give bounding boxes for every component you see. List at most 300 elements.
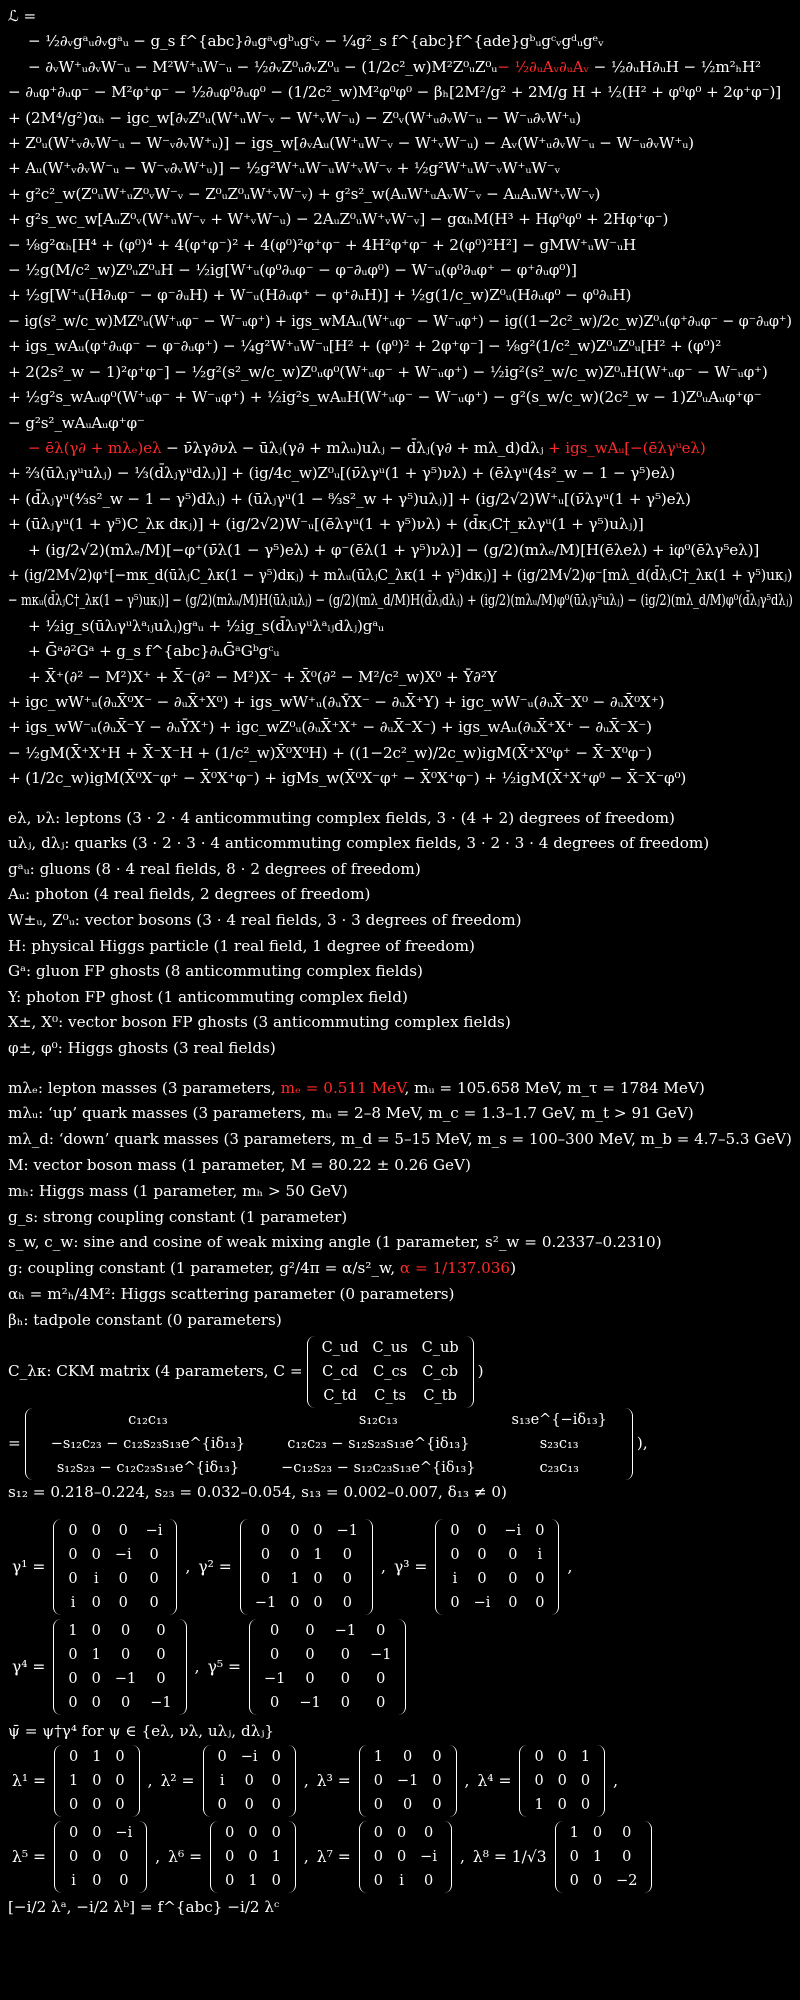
matrix-cell: 0 <box>403 1797 413 1814</box>
matrix-cell: 0 <box>120 1695 131 1712</box>
lagrangian-term: + (2M⁴/g²)αₕ − igc_w[∂ᵥZ⁰ᵤ(W⁺ᵤW⁻ᵥ − W⁺ᵥW⁻ᵤ) − Z⁰ᵥ(W⁺ᵤ∂ᵥW⁻ᵤ − W⁻ᵤ∂ᵥW⁺ᵤ) <box>8 108 582 127</box>
matrix-cell: 0 <box>432 1797 442 1814</box>
matrix-cell: i <box>399 1873 404 1890</box>
matrix-cell: 0 <box>373 1873 383 1890</box>
matrix-cell: 0 <box>217 1797 227 1814</box>
matrix-cell: 0 <box>271 1873 281 1890</box>
matrix-cell: 0 <box>271 1749 281 1766</box>
separator: , <box>155 1848 161 1867</box>
gamma-row-2 <box>8 1619 792 1715</box>
matrix-cell: 0 <box>149 1571 159 1588</box>
field-description: Aᵤ: photon (4 real fields, 2 degrees of freedom) <box>8 885 371 904</box>
parameter-description <box>8 1127 792 1153</box>
lagrangian-line <box>8 258 792 283</box>
matrix-cell: 0 <box>91 1695 101 1712</box>
lagrangian-term: + (1/2c_w)igM(X̄⁰X⁻φ⁺ − X̄⁰X⁺φ⁻) + igMs_w(X̄⁰X⁻φ⁺ − X̄⁰X⁺φ⁻) + ½igM(X̄⁺X⁺φ⁰ − X̄⁻X⁻φ⁰) <box>8 769 687 788</box>
matrix-cell: 0 <box>376 1623 386 1640</box>
matrix-cell: 0 <box>373 1849 383 1866</box>
parameter-description <box>8 1308 792 1334</box>
lambda-4-matrix <box>519 1745 605 1817</box>
matrix-cell: 0 <box>225 1873 235 1890</box>
lagrangian-term: + ½ig_s(ūλᵢγᵘλᵃᵢⱼuλⱼ)gᵃᵤ + ½ig_s(d̄λᵢγᵘλᵃᵢⱼdλⱼ)gᵃᵤ <box>28 616 384 635</box>
matrix-cell: 0 <box>373 1825 383 1842</box>
matrix-cell: 0 <box>91 1671 101 1688</box>
matrix-cell: 0 <box>91 1595 101 1612</box>
matrix-cell: 0 <box>149 1595 159 1612</box>
matrix-cell: 0 <box>557 1749 567 1766</box>
matrix-cell: 0 <box>313 1571 323 1588</box>
matrix-cell: 0 <box>423 1873 434 1890</box>
parameter-text: , mᵤ = 105.658 MeV, m_τ = 1784 MeV) <box>404 1078 705 1097</box>
parameter-description <box>8 1282 792 1308</box>
lagrangian-term: ℒ = <box>8 7 37 25</box>
matrix-cell: 0 <box>225 1849 235 1866</box>
lagrangian-term: − mκᵤ(d̄λⱼC†_λκ(1 − γ⁵)uκⱼ)] − (g/2)(mλᵤ/M)H(ūλⱼuλⱼ) − (g/2)(mλ_d/M)H(d̄λⱼdλⱼ) + (ig/2)(mλᵤ/M)φ⁰(ūλⱼγ⁵uλⱼ) − (ig/2)(mλ_d/M)φ⁰(d̄λⱼγ⁵dλⱼ) <box>8 591 793 610</box>
lagrangian-term: − ⅛g²αₕ[H⁴ + (φ⁰)⁴ + 4(φ⁺φ⁻)² + 4(φ⁰)²φ⁺φ⁻ + 4H²φ⁺φ⁻ + 2(φ⁰)²H²] − gMW⁺ᵤW⁻ᵤH <box>8 235 637 254</box>
parameter-text: M: vector boson mass (1 parameter, M = 80.22 ± 0.26 GeV) <box>8 1155 471 1174</box>
matrix-cell: 0 <box>260 1547 271 1564</box>
matrix-cell: 1 <box>91 1647 101 1664</box>
ckm-cell: C_td <box>323 1387 357 1404</box>
lagrangian-term: + g²s_wc_w[AᵤZ⁰ᵥ(W⁺ᵤW⁻ᵥ + W⁺ᵥW⁻ᵤ) − 2AᵤZ⁰ᵤW⁺ᵥW⁻ᵥ] − gαₕM(H³ + Hφ⁰φ⁰ + 2Hφ⁺φ⁻) <box>8 210 669 229</box>
matrix-cell: 0 <box>225 1825 235 1842</box>
separator: , <box>194 1658 200 1677</box>
ckm-label: C_λκ: CKM matrix (4 parameters, C = <box>8 1361 303 1380</box>
matrix-cell: 0 <box>149 1547 159 1564</box>
field-list <box>8 806 792 1062</box>
field-description: Gᵃ: gluon FP ghosts (8 anticommuting complex fields) <box>8 962 423 981</box>
matrix-cell: 0 <box>396 1849 407 1866</box>
lagrangian-term: − ν̄λγ∂νλ − ūλⱼ(γ∂ + mλᵤ)uλⱼ − d̄λⱼ(γ∂ + mλ_d)dλⱼ <box>161 438 549 457</box>
matrix-cell: 0 <box>592 1873 603 1890</box>
matrix-cell: 0 <box>92 1773 102 1790</box>
matrix-cell: 0 <box>450 1595 460 1612</box>
separator: , <box>147 1772 153 1791</box>
matrix-cell: −1 <box>370 1647 392 1664</box>
lagrangian-term: − g²s²_wAᵤAᵤφ⁺φ⁻ <box>8 413 145 432</box>
parameter-text: mλ_d: ‘down’ quark masses (3 parameters, m_d = 5–15 MeV, m_s = 100–300 MeV, m_b = 4.7–5.3 GeV) <box>8 1130 792 1149</box>
matrix-cell: −i <box>115 1825 133 1842</box>
matrix-cell: −i <box>114 1547 132 1564</box>
lambda-7 <box>313 1821 469 1893</box>
matrix-cell: 0 <box>119 1849 129 1866</box>
parameter-description <box>8 1230 792 1256</box>
matrix-cell: 1 <box>248 1873 258 1890</box>
matrix-cell: 0 <box>68 1797 79 1814</box>
lagrangian-line <box>8 55 792 80</box>
matrix-cell: 0 <box>115 1773 125 1790</box>
matrix-cell: i <box>70 1595 76 1612</box>
matrix-cell: 0 <box>477 1571 487 1588</box>
matrix-cell: 0 <box>68 1849 79 1866</box>
separator: , <box>464 1772 470 1791</box>
lagrangian-term: + (ig/2M√2)φ⁺[−mκ_d(ūλⱼC_λκ(1 − γ⁵)dκⱼ) + mλᵤ(ūλⱼC_λκ(1 + γ⁵)dκⱼ)] + (ig/2M√2)φ⁻[mλ_d(d̄λⱼC†_λκ(1 + γ⁵)uκⱼ) <box>8 565 793 584</box>
matrix-cell: −i <box>420 1849 437 1866</box>
lagrangian-term: + ½g²s_wAᵤφ⁰(W⁺ᵤφ⁻ + W⁻ᵤφ⁺) + ½ig²s_wAᵤH(W⁺ᵤφ⁻ − W⁻ᵤφ⁺) − g²(s_w/c_w)(2c²_w − 1)Z⁰ᵤAᵤφ⁺φ⁻ <box>8 388 762 407</box>
matrix-cell: −i <box>473 1595 491 1612</box>
ckm-definition <box>8 1336 792 1408</box>
lagrangian-line <box>8 80 792 105</box>
matrix-cell: 0 <box>373 1773 383 1790</box>
parameter-text: mλᵤ: ‘up’ quark masses (3 parameters, mᵤ = 2–8 MeV, m_c = 1.3–1.7 GeV, m_t > 91 GeV) <box>8 1104 694 1123</box>
parameter-description <box>8 1179 792 1205</box>
lagrangian-term: + igc_wW⁺ᵤ(∂ᵤX̄⁰X⁻ − ∂ᵤX̄⁺X⁰) + igs_wW⁺ᵤ(∂ᵤȲX⁻ − ∂ᵤX̄⁺Y) + igc_wW⁻ᵤ(∂ᵤX̄⁻X⁰ − ∂ᵤX̄⁰X⁺) <box>8 692 665 711</box>
matrix-cell: 0 <box>115 1749 125 1766</box>
gamma-4-matrix <box>53 1619 186 1715</box>
ckm-cell: −s₁₂c₂₃ − c₁₂s₂₃s₁₃e^{iδ₁₃} <box>50 1435 246 1452</box>
field-description: eλ, νλ: leptons (3 · 2 · 4 anticommuting complex fields, 3 · (4 + 2) degrees of freedom) <box>8 808 675 827</box>
matrix-cell: i <box>537 1547 543 1564</box>
gamma-1-label: γ¹ = <box>12 1558 46 1577</box>
matrix-cell: 1 <box>592 1849 603 1866</box>
lagrangian-line <box>8 233 792 258</box>
matrix-cell: 0 <box>260 1523 271 1540</box>
matrix-cell: 0 <box>508 1595 518 1612</box>
matrix-cell: 0 <box>68 1571 78 1588</box>
matrix-cell: 0 <box>622 1849 632 1866</box>
ckm-equals: = <box>8 1433 21 1452</box>
lambda-8-label: λ⁸ = 1/√3 <box>472 1848 547 1867</box>
gellmann-row-2 <box>8 1821 792 1893</box>
matrix-cell: 1 <box>290 1571 300 1588</box>
matrix-cell: 0 <box>271 1825 281 1842</box>
matrix-cell: −1 <box>150 1695 172 1712</box>
lagrangian-line <box>8 563 793 588</box>
lagrangian-line <box>8 461 792 486</box>
ckm-cell: s₁₃e^{−iδ₁₃} <box>511 1411 607 1428</box>
gamma-4-label: γ⁴ = <box>12 1658 46 1677</box>
lagrangian-line <box>8 639 792 664</box>
matrix-cell: 0 <box>535 1571 545 1588</box>
field-description: φ±, φ⁰: Higgs ghosts (3 real fields) <box>8 1038 276 1057</box>
matrix-cell: 0 <box>290 1595 300 1612</box>
matrix-cell: 0 <box>270 1647 280 1664</box>
matrix-cell: −1 <box>263 1671 286 1688</box>
lagrangian-line <box>8 334 792 359</box>
ckm-symbolic-matrix <box>307 1336 474 1408</box>
matrix-cell: 0 <box>92 1797 102 1814</box>
matrix-cell: 0 <box>342 1547 352 1564</box>
field-description: H: physical Higgs particle (1 real field, 1 degree of freedom) <box>8 936 475 955</box>
gamma-1-matrix <box>53 1519 177 1615</box>
lambda-5 <box>8 1821 164 1893</box>
lagrangian-line <box>8 538 792 563</box>
lagrangian-line <box>8 665 792 690</box>
parameter-description <box>8 1256 792 1282</box>
matrix-cell: 0 <box>376 1671 386 1688</box>
matrix-cell: 0 <box>92 1849 102 1866</box>
gamma-4 <box>8 1619 204 1715</box>
matrix-cell: 0 <box>534 1773 544 1790</box>
highlighted-term: + igs_wAᵤ[−(ēλγᵘeλ) <box>548 438 706 457</box>
matrix-cell: 0 <box>508 1571 518 1588</box>
gellmann-row-1 <box>8 1745 792 1817</box>
ckm-cell: s₁₂s₂₃ − c₁₂c₂₃s₁₃e^{iδ₁₃} <box>56 1459 240 1476</box>
psibar-definition: ψ̄ = ψ†γ⁴ for ψ ∈ {eλ, νλ, uλⱼ, dλⱼ} <box>8 1722 274 1741</box>
parameter-list <box>8 1076 792 1334</box>
matrix-cell: 1 <box>68 1773 79 1790</box>
ckm-cell: c₂₃c₁₃ <box>539 1459 579 1476</box>
matrix-cell: 0 <box>118 1595 128 1612</box>
matrix-cell: 0 <box>118 1523 128 1540</box>
matrix-cell: 0 <box>342 1571 352 1588</box>
matrix-cell: 0 <box>477 1523 487 1540</box>
lambda-2 <box>157 1745 313 1817</box>
lagrangian-term: + (ūλⱼγᵘ(1 + γ⁵)C_λκ dκⱼ)] + (ig/2√2)W⁻ᵤ[(ēλγᵘ(1 + γ⁵)νλ) + (d̄κⱼC†_κλγᵘ(1 + γ⁵)uλⱼ)] <box>8 515 644 534</box>
matrix-cell: 0 <box>432 1773 442 1790</box>
matrix-cell: i <box>93 1571 99 1588</box>
lambda-2-matrix <box>203 1745 296 1817</box>
field-description: uλⱼ, dλⱼ: quarks (3 · 2 · 3 · 4 anticommuting complex fields, 3 · 2 · 3 · 4 degrees of freedom) <box>8 834 710 853</box>
matrix-cell: 0 <box>535 1595 545 1612</box>
matrix-cell: −1 <box>334 1623 357 1640</box>
parameter-description <box>8 1076 792 1102</box>
matrix-cell: 1 <box>580 1749 591 1766</box>
parameter-description <box>8 1205 792 1231</box>
lagrangian-line <box>8 360 792 385</box>
matrix-cell: 0 <box>118 1571 128 1588</box>
ckm-cell: c₁₂c₁₃ <box>128 1411 168 1428</box>
parameter-text: αₕ = m²ₕ/4M²: Higgs scattering parameter (0 parameters) <box>8 1284 455 1303</box>
ckm-cell: C_ub <box>421 1339 459 1356</box>
matrix-cell: 0 <box>156 1671 166 1688</box>
lagrangian-term: − ∂ᵤφ⁺∂ᵤφ⁻ − M²φ⁺φ⁻ − ½∂ᵤφ⁰∂ᵤφ⁰ − (1/2c²_w)M²φ⁰φ⁰ − βₕ[2M²/g² + 2M/g H + ½(H² + φ⁰φ⁰ + 2φ⁺φ⁻)] <box>8 83 781 102</box>
parameter-text: βₕ: tadpole constant (0 parameters) <box>8 1310 282 1329</box>
matrix-cell: 0 <box>534 1749 544 1766</box>
matrix-cell: −1 <box>336 1523 359 1540</box>
lagrangian-term: + Ḡᵃ∂²Gᵃ + g_s f^{abc}∂ᵤḠᵃGᵇgᶜᵤ <box>28 642 280 661</box>
matrix-cell: 1 <box>534 1797 544 1814</box>
matrix-cell: 0 <box>340 1647 351 1664</box>
lambda-1-label: λ¹ = <box>12 1772 46 1791</box>
lagrangian-block <box>8 4 792 792</box>
matrix-cell: i <box>219 1773 225 1790</box>
lagrangian-line <box>8 385 792 410</box>
separator: , <box>303 1772 309 1791</box>
matrix-cell: 0 <box>535 1523 545 1540</box>
lagrangian-term: − ½gM(X̄⁺X⁺H + X̄⁻X⁻H + (1/c²_w)X̄⁰X⁰H) + ((1−2c²_w)/2c_w)igM(X̄⁺X⁰φ⁺ − X̄⁻X⁰φ⁻) <box>8 743 652 762</box>
matrix-cell: 1 <box>92 1749 102 1766</box>
matrix-cell: 0 <box>305 1647 315 1664</box>
ckm-cell: s₁₂c₁₃ <box>358 1411 398 1428</box>
lambda-1 <box>8 1745 157 1817</box>
matrix-cell: 0 <box>120 1647 131 1664</box>
lambda-8-matrix <box>555 1821 653 1893</box>
matrix-cell: 0 <box>68 1547 78 1564</box>
matrix-cell: 0 <box>342 1595 352 1612</box>
lambda-3-matrix <box>359 1745 457 1817</box>
matrix-cell: 0 <box>580 1797 591 1814</box>
lagrangian-term: + ½g[W⁺ᵤ(H∂ᵤφ⁻ − φ⁻∂ᵤH) + W⁻ᵤ(H∂ᵤφ⁺ − φ⁺∂ᵤH)] + ½g(1/c_w)Z⁰ᵤ(H∂ᵤφ⁰ − φ⁰∂ᵤH) <box>8 286 632 305</box>
lagrangian-term: − ½∂ᵤH∂ᵤH − ½m²ₕH² <box>588 57 761 76</box>
ckm-cell: C_ud <box>321 1339 359 1356</box>
matrix-cell: 0 <box>115 1797 125 1814</box>
matrix-cell: 0 <box>557 1797 567 1814</box>
lagrangian-line <box>8 182 792 207</box>
lagrangian-line <box>8 690 792 715</box>
highlighted-value: α = 1/137.036 <box>399 1259 511 1278</box>
matrix-cell: 0 <box>622 1825 632 1842</box>
matrix-cell: −i <box>240 1749 258 1766</box>
lagrangian-term: + igs_wAᵤ(φ⁺∂ᵤφ⁻ − φ⁻∂ᵤφ⁺) − ¼g²W⁺ᵤW⁻ᵤ[H² + (φ⁰)² + 2φ⁺φ⁻] − ⅛g²(1/c²_w)Z⁰ᵤZ⁰ᵤ[H² + (φ⁰)² <box>8 337 722 356</box>
gamma-2-label: γ² = <box>198 1558 232 1577</box>
lambda-5-label: λ⁵ = <box>12 1848 46 1867</box>
lambda-8 <box>469 1821 657 1893</box>
gamma-1 <box>8 1519 194 1615</box>
field-description: X±, X⁰: vector boson FP ghosts (3 anticommuting complex fields) <box>8 1013 511 1032</box>
separator: , <box>613 1772 619 1791</box>
matrix-cell: 0 <box>305 1671 315 1688</box>
parameter-text: g: coupling constant (1 parameter, g²/4π = α/s²_w, <box>8 1259 400 1278</box>
matrix-cell: 0 <box>68 1825 79 1842</box>
lagrangian-term: + X̄⁺(∂² − M²)X⁺ + X̄⁻(∂² − M²)X⁻ + X̄⁰(∂² − M²/c²_w)X⁰ + Ȳ∂²Y <box>28 667 497 686</box>
separator: , <box>303 1848 309 1867</box>
matrix-cell: 0 <box>260 1571 271 1588</box>
matrix-cell: −1 <box>254 1595 277 1612</box>
gamma-2-matrix <box>240 1519 373 1615</box>
ckm-values: s₁₂ = 0.218–0.224, s₂₃ = 0.032–0.054, s₁₃ = 0.002–0.007, δ₁₃ ≠ 0) <box>8 1482 507 1501</box>
lagrangian-term: − ig(s²_w/c_w)MZ⁰ᵤ(W⁺ᵤφ⁻ − W⁻ᵤφ⁺) + igs_wMAᵤ(W⁺ᵤφ⁻ − W⁻ᵤφ⁺) − ig((1−2c²_w)/2c_w)Z⁰ᵤ(φ⁺∂ᵤφ⁻ − φ⁻∂ᵤφ⁺) <box>8 311 792 330</box>
matrix-cell: 0 <box>290 1523 300 1540</box>
matrix-cell: 0 <box>119 1873 129 1890</box>
matrix-cell: 0 <box>305 1623 315 1640</box>
matrix-cell: 0 <box>557 1773 567 1790</box>
matrix-cell: 0 <box>244 1797 254 1814</box>
lagrangian-line <box>8 512 792 537</box>
lagrangian-line <box>8 411 792 436</box>
matrix-cell: 0 <box>68 1523 78 1540</box>
matrix-cell: 0 <box>376 1695 386 1712</box>
lambda-6 <box>164 1821 313 1893</box>
parameter-description <box>8 1153 792 1179</box>
ckm-cell: C_tb <box>423 1387 457 1404</box>
lagrangian-term: + igs_wW⁻ᵤ(∂ᵤX̄⁻Y − ∂ᵤȲX⁺) + igc_wZ⁰ᵤ(∂ᵤX̄⁺X⁺ − ∂ᵤX̄⁻X⁻) + igs_wAᵤ(∂ᵤX̄⁺X⁺ − ∂ᵤX̄⁻X⁻) <box>8 718 652 737</box>
parameter-description <box>8 1101 792 1127</box>
field-description: W±ᵤ, Z⁰ᵤ: vector bosons (3 · 4 real fields, 3 · 3 degrees of freedom) <box>8 910 522 929</box>
matrix-cell: 0 <box>92 1825 102 1842</box>
parameter-text: mλₑ: lepton masses (3 parameters, <box>8 1078 281 1097</box>
matrix-cell: 0 <box>248 1849 258 1866</box>
lagrangian-term: + g²c²_w(Z⁰ᵤW⁺ᵤZ⁰ᵥW⁻ᵥ − Z⁰ᵤZ⁰ᵤW⁺ᵥW⁻ᵥ) + g²s²_w(AᵤW⁺ᵤAᵥW⁻ᵥ − AᵤAᵤW⁺ᵥW⁻ᵥ) <box>8 184 601 203</box>
matrix-cell: 0 <box>403 1749 413 1766</box>
matrix-cell: 0 <box>432 1749 442 1766</box>
commutator-relation: [−i/2 λᵃ, −i/2 λᵇ] = f^{abc} −i/2 λᶜ <box>8 1898 280 1917</box>
matrix-cell: 0 <box>120 1623 131 1640</box>
matrix-cell: 0 <box>68 1695 78 1712</box>
matrix-cell: 1 <box>271 1849 281 1866</box>
matrix-cell: i <box>71 1873 76 1890</box>
matrix-cell: 0 <box>92 1873 102 1890</box>
separator: , <box>185 1558 191 1577</box>
lambda-1-matrix <box>54 1745 140 1817</box>
matrix-cell: 0 <box>68 1749 79 1766</box>
lagrangian-line <box>8 766 792 791</box>
matrix-cell: 0 <box>592 1825 603 1842</box>
matrix-cell: 0 <box>248 1825 258 1842</box>
highlighted-value: mₑ = 0.511 MeV <box>280 1078 405 1097</box>
matrix-cell: 0 <box>271 1773 281 1790</box>
lagrangian-line <box>8 715 792 740</box>
ckm-tail: ), <box>636 1433 648 1452</box>
field-description: gᵃᵤ: gluons (8 · 4 real fields, 8 · 2 degrees of freedom) <box>8 859 421 878</box>
matrix-cell: 0 <box>373 1797 383 1814</box>
ckm-cell: C_us <box>372 1339 408 1356</box>
lagrangian-term: + 2(2s²_w − 1)²φ⁺φ⁻] − ½g²(s²_w/c_w)Z⁰ᵤφ⁰(W⁺ᵤφ⁻ + W⁻ᵤφ⁺) − ½ig²(s²_w/c_w)Z⁰ᵤH(W⁺ᵤφ⁻ − W⁻ᵤφ⁺) <box>8 362 768 381</box>
highlighted-term: − ½∂ᵤAᵥ∂ᵤAᵥ <box>497 57 589 76</box>
separator: , <box>381 1558 386 1577</box>
matrix-cell: 0 <box>423 1825 434 1842</box>
lagrangian-term: + ⅔(ūλⱼγᵘuλⱼ) − ⅓(d̄λⱼγᵘdλⱼ)] + (ig/4c_w)Z⁰ᵤ[(ν̄λγᵘ(1 + γ⁵)νλ) + (ēλγᵘ(4s²_w − 1 − γ⁵)eλ) <box>8 464 676 483</box>
matrix-cell: 1 <box>569 1825 579 1842</box>
parameter-text: s_w, c_w: sine and cosine of weak mixing angle (1 parameter, s²_w = 0.2337–0.2310) <box>8 1233 662 1252</box>
lagrangian-term: + (d̄λⱼγᵘ(⁴⁄₃s²_w − 1 − γ⁵)dλⱼ) + (ūλⱼγᵘ(1 − ⁸⁄₃s²_w + γ⁵)uλⱼ)] + (ig/2√2)W⁺ᵤ[(ν̄λγᵘ(1 + γ⁵)eλ) <box>8 489 691 508</box>
lambda-4-label: λ⁴ = <box>477 1772 512 1791</box>
matrix-cell: 0 <box>508 1547 518 1564</box>
matrix-cell: −2 <box>616 1873 638 1890</box>
matrix-cell: 1 <box>313 1547 323 1564</box>
matrix-cell: 0 <box>244 1773 254 1790</box>
ckm-cell: C_cd <box>322 1363 358 1380</box>
matrix-cell: 0 <box>477 1547 487 1564</box>
lambda-4 <box>473 1745 622 1817</box>
ckm-cell: c₁₂c₂₃ − s₁₂s₂₃s₁₃e^{iδ₁₃} <box>287 1435 470 1452</box>
separator: , <box>459 1848 465 1867</box>
lagrangian-line <box>8 487 792 512</box>
matrix-cell: 0 <box>91 1523 101 1540</box>
lagrangian-line <box>8 4 792 29</box>
matrix-cell: 0 <box>313 1595 323 1612</box>
lambda-6-matrix <box>210 1821 296 1893</box>
lagrangian-term: − ½∂ᵥgᵃᵤ∂ᵥgᵃᵤ − g_s f^{abc}∂ᵤgᵃᵥgᵇᵤgᶜᵥ − ¼g²_s f^{abc}f^{ade}gᵇᵤgᶜᵥgᵈᵤgᵉᵥ <box>28 32 604 51</box>
lagrangian-line <box>8 207 792 232</box>
lagrangian-line <box>8 156 792 181</box>
ckm-explicit <box>8 1408 792 1480</box>
lambda-6-label: λ⁶ = <box>168 1848 203 1867</box>
gamma-3-label: γ³ = <box>393 1558 428 1577</box>
gamma-2 <box>194 1519 390 1615</box>
lambda-3 <box>313 1745 474 1817</box>
field-description: Y: photon FP ghost (1 anticommuting complex field) <box>8 987 408 1006</box>
lagrangian-line <box>8 741 792 766</box>
matrix-cell: 0 <box>340 1695 351 1712</box>
matrix-cell: 0 <box>270 1695 280 1712</box>
matrix-cell: 0 <box>270 1623 280 1640</box>
lagrangian-line <box>8 309 792 334</box>
lagrangian-term: − ½g(M/c²_w)Z⁰ᵤZ⁰ᵤH − ½ig[W⁺ᵤ(φ⁰∂ᵤφ⁻ − φ⁻∂ᵤφ⁰) − W⁻ᵤ(φ⁰∂ᵤφ⁺ − φ⁺∂ᵤφ⁰)] <box>8 261 577 280</box>
gamma-5-matrix <box>249 1619 407 1715</box>
gamma-3 <box>390 1519 576 1615</box>
parameter-text: mₕ: Higgs mass (1 parameter, mₕ > 50 GeV) <box>8 1181 348 1200</box>
matrix-cell: 0 <box>91 1547 101 1564</box>
matrix-cell: 1 <box>373 1749 383 1766</box>
lagrangian-line <box>8 436 792 461</box>
matrix-cell: 0 <box>313 1523 323 1540</box>
matrix-cell: 0 <box>271 1797 281 1814</box>
highlighted-term: − ēλ(γ∂ + mλₑ)eλ <box>28 438 162 457</box>
ckm-cell: C_cb <box>422 1363 459 1380</box>
lagrangian-term: + (ig/2√2)(mλₑ/M)[−φ⁺(ν̄λ(1 − γ⁵)eλ) + φ⁻(ēλ(1 + γ⁵)νλ)] − (g/2)(mλₑ/M)[H(ēλeλ) + iφ⁰(ēλγ⁵eλ)] <box>28 540 760 559</box>
lagrangian-term: + Aᵤ(W⁺ᵥ∂ᵥW⁻ᵤ − W⁻ᵥ∂ᵥW⁺ᵤ)] − ½g²W⁺ᵤW⁻ᵤW⁺ᵥW⁻ᵥ + ½g²W⁺ᵤW⁻ᵥW⁺ᵤW⁻ᵥ <box>8 159 561 178</box>
parameter-text: ) <box>510 1259 517 1278</box>
matrix-cell: 0 <box>580 1773 591 1790</box>
lambda-5-matrix <box>54 1821 147 1893</box>
matrix-cell: −i <box>504 1523 522 1540</box>
matrix-cell: −1 <box>299 1695 321 1712</box>
lagrangian-term: − ∂ᵥW⁺ᵤ∂ᵥW⁻ᵤ − M²W⁺ᵤW⁻ᵤ − ½∂ᵥZ⁰ᵤ∂ᵥZ⁰ᵤ − (1/2c²_w)M²Z⁰ᵤZ⁰ᵤ <box>28 57 498 76</box>
matrix-cell: 0 <box>217 1749 227 1766</box>
matrix-cell: 0 <box>68 1647 78 1664</box>
lagrangian-line <box>8 283 792 308</box>
